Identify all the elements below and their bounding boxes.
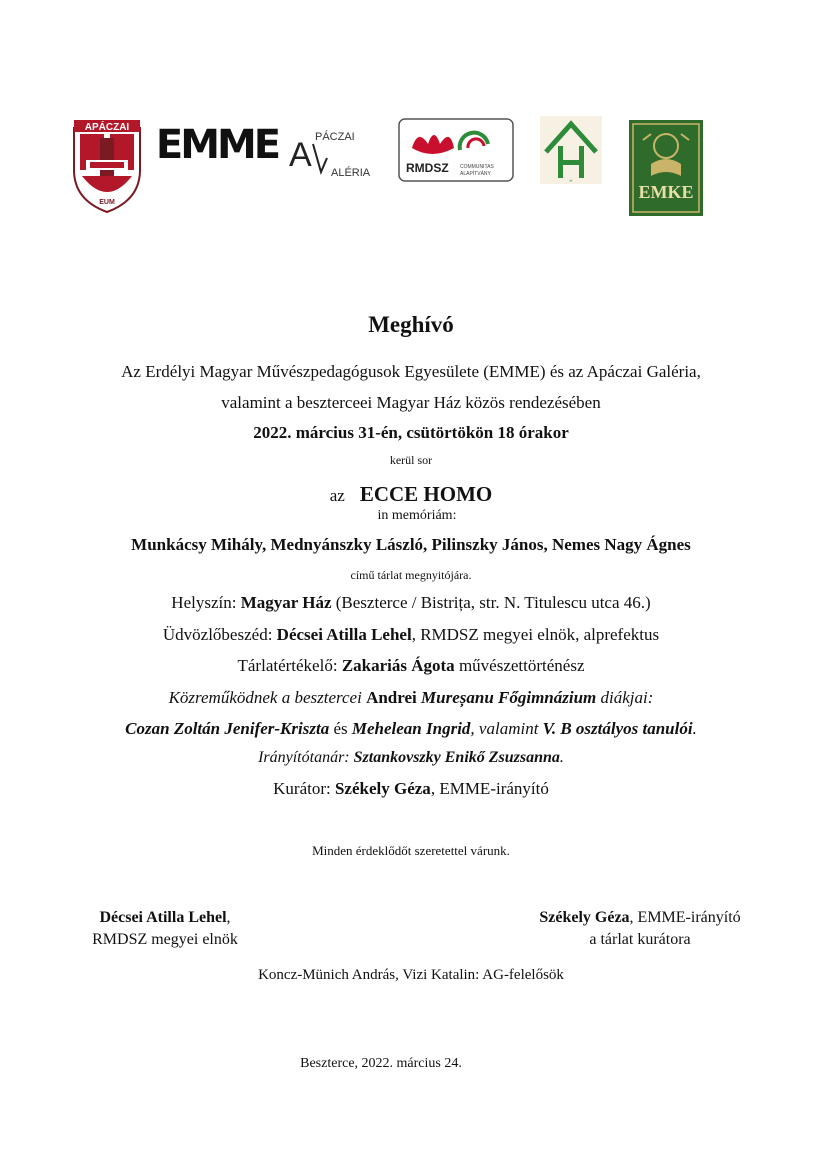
students-class: V. B osztályos tanulói — [542, 719, 693, 738]
intro-line-1: Az Erdélyi Magyar Művészpedagógusok Egyesülete (EMME) és az Apáczai Galéria, — [121, 362, 701, 381]
contributors-andrei: Andrei — [366, 688, 417, 707]
artist-names: Munkácsy Mihály, Mednyánszky László, Pilinszky János, Nemes Nagy Ágnes — [131, 535, 691, 554]
exhibit-title: ECCE HOMO — [359, 482, 493, 506]
venue-line — [0, 593, 822, 613]
place-and-date: Beszterce, 2022. március 24. — [300, 1056, 462, 1071]
apaczai-logo-bottom: EUM — [99, 199, 115, 206]
ag-responsible: Koncz-Münich András, Vizi Katalin: AG-felelősök — [258, 967, 564, 983]
teacher-period: . — [559, 749, 564, 766]
students-line — [0, 719, 822, 739]
evaluator-name: Zakariás Ágota — [341, 656, 455, 675]
teacher-name: Sztankovszky Enikő Zsuzsanna — [353, 749, 560, 766]
evaluator-line — [0, 656, 822, 676]
welcome-all: Minden érdeklődőt szeretettel várunk. — [312, 843, 510, 858]
welcome-role: , RMDSZ megyei elnök, alprefektus — [411, 625, 660, 644]
student-2: Mehelean Ingrid — [351, 719, 471, 738]
contributors-students-label: diákjai: — [600, 688, 654, 707]
invitation-title: Meghívó — [368, 312, 454, 337]
signature-left-role: RMDSZ megyei elnök — [92, 931, 238, 948]
welcome-name: Décsei Atilla Lehel — [276, 625, 412, 644]
venue-address: (Beszterce / Bistrița, str. N. Titulescu utca 46.) — [335, 593, 651, 612]
apaczai-galeria-logo — [287, 122, 385, 184]
event-date: 2022. március 31-én, csütörtökön 18 órakor — [253, 423, 569, 442]
emme-logo — [155, 122, 279, 168]
evaluator-role: művészettörténész — [458, 656, 585, 675]
contributors-intro: Közreműködnek a besztercei — [168, 688, 362, 707]
emke-logo — [629, 120, 703, 216]
signature-left-comma: , — [226, 909, 231, 926]
apaczai-shield-logo — [72, 118, 142, 214]
cimu-tarlat: című tárlat megnyitójára. — [350, 568, 472, 582]
students-valamint: , valamint — [470, 719, 539, 738]
signature-right-name: Székely Géza — [539, 909, 630, 926]
signature-right-title: , EMME-irányító — [629, 909, 741, 926]
kerul-sor: kerül sor — [389, 453, 433, 467]
welcome-label: Üdvözlőbeszéd: — [162, 625, 273, 644]
curator-label: Kurátor: — [273, 779, 331, 798]
curator-line — [0, 779, 822, 799]
emke-logo-text: EMKE — [638, 182, 694, 202]
rmdsz-logo-small1: COMMUNITAS — [460, 164, 494, 170]
curator-role: , EMME-irányító — [430, 779, 549, 798]
rmdsz-logo — [398, 118, 514, 182]
logo-row — [0, 112, 822, 222]
signature-left — [60, 907, 270, 951]
galeria-logo-top: PÁCZAI — [315, 131, 355, 143]
students-and: és — [333, 719, 348, 738]
teacher-line — [0, 749, 822, 767]
h-logo-text: H — [569, 178, 573, 183]
teacher-label: Irányítótanár: — [258, 749, 350, 766]
signature-left-name: Décsei Atilla Lehel — [99, 909, 227, 926]
h-house-logo — [540, 116, 602, 184]
contributors-school: Mureșanu Főgimnázium — [421, 688, 597, 707]
signature-right — [520, 907, 760, 951]
galeria-logo-bottom: ALÉRIA — [331, 167, 371, 179]
contributors-line — [0, 688, 822, 708]
in-memoriam: in memóriám: — [377, 508, 457, 523]
apaczai-logo-text: APÁCZAI — [84, 122, 130, 133]
curator-name: Székely Géza — [334, 779, 431, 798]
intro-line-2: valamint a beszterceei Magyar Ház közös rendezésében — [221, 393, 601, 412]
emme-logo-text: EMME — [155, 122, 279, 168]
rmdsz-logo-text: RMDSZ — [406, 161, 449, 175]
exhibit-az: az — [329, 486, 345, 505]
venue-label: Helyszín: — [171, 593, 237, 612]
rmdsz-logo-small2: ALAPÍTVÁNY — [460, 171, 491, 177]
venue-place: Magyar Ház — [240, 593, 332, 612]
evaluator-label: Tárlatértékelő: — [237, 656, 338, 675]
exhibit-title-line — [0, 482, 822, 507]
student-1: Cozan Zoltán Jenifer-Kriszta — [125, 719, 330, 738]
welcome-speech-line — [0, 625, 822, 645]
signature-right-role: a tárlat kurátora — [589, 931, 691, 948]
students-period: . — [692, 719, 697, 738]
galeria-logo-mid: A — [289, 136, 312, 174]
